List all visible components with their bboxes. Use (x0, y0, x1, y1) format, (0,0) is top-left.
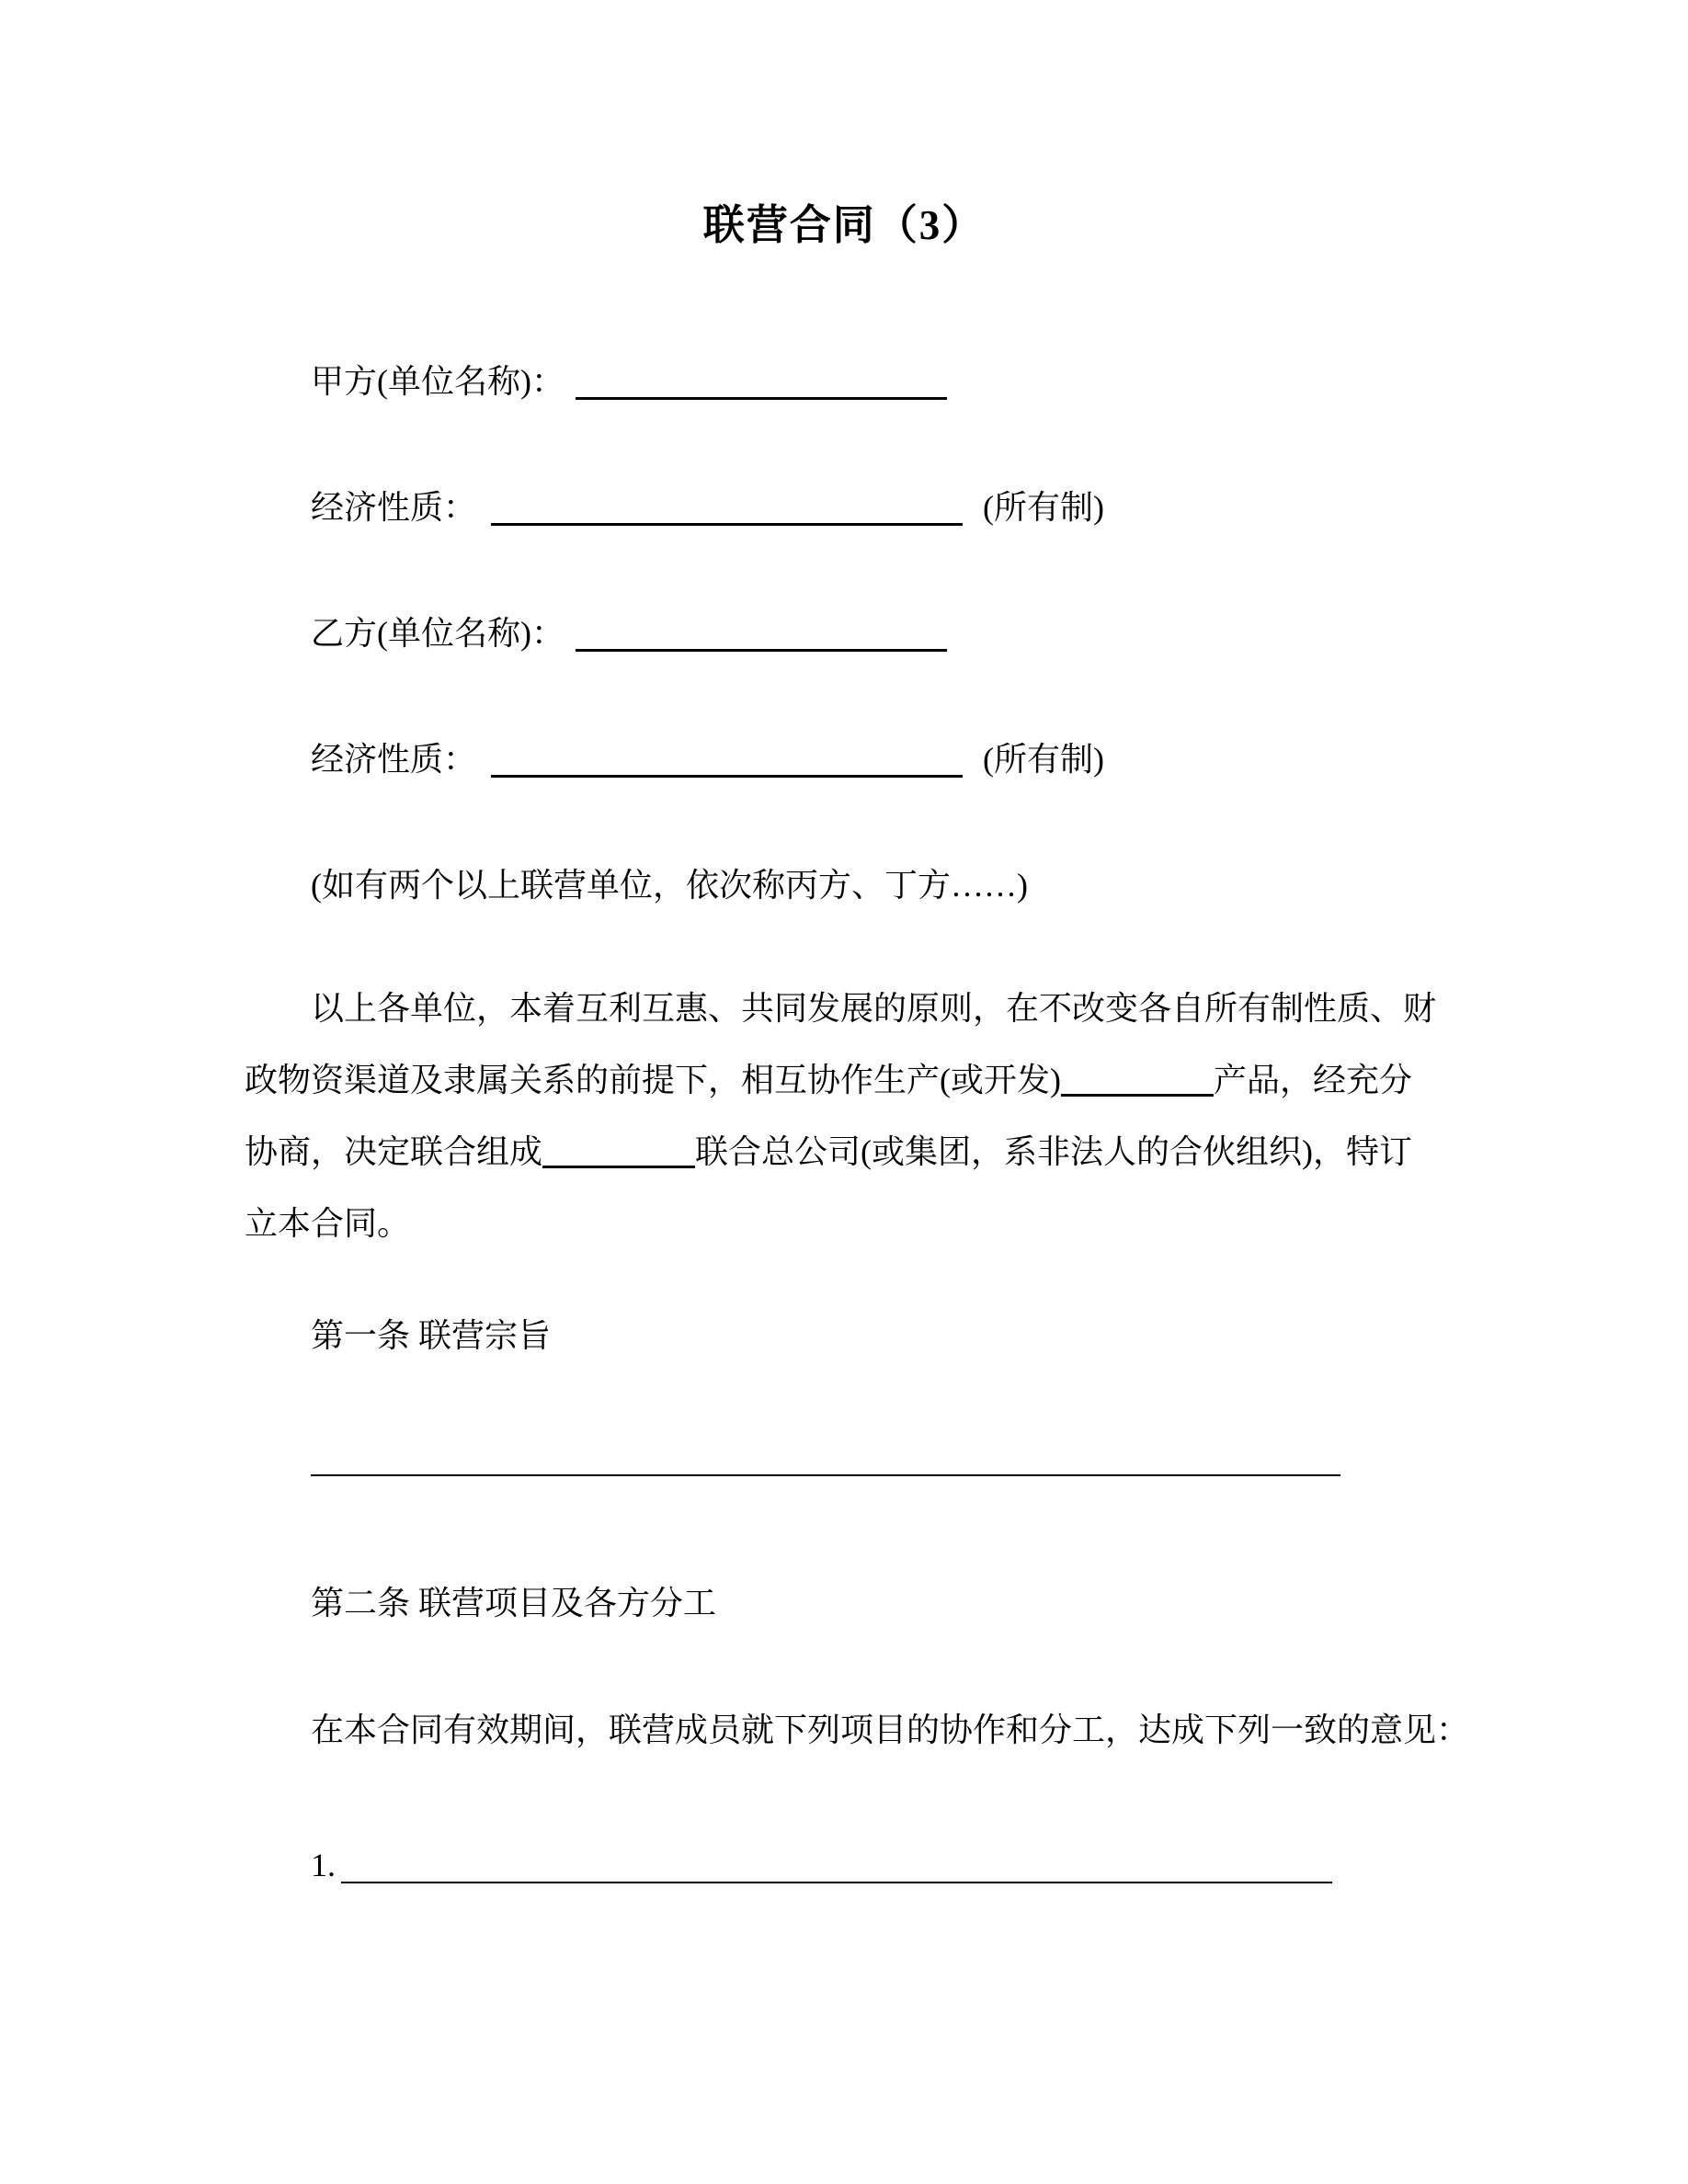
party-b-economic-nature-blank[interactable] (491, 738, 963, 778)
article-1-heading: 第一条 联营宗旨 (311, 1317, 552, 1354)
preamble-line-3-text-after: 联合总公司(或集团，系非法人的合伙组织)，特订 (695, 1133, 1412, 1170)
multi-party-note: (如有两个以上联营单位，依次称丙方、丁方……) (311, 867, 1028, 904)
field-label: 经济性质： (311, 741, 477, 778)
preamble-line-2-text-after: 产品，经充分 (1213, 1062, 1412, 1098)
article-2-heading: 第二条 联营项目及各方分工 (311, 1585, 717, 1621)
article-2-intro: 在本合同有效期间，联营成员就下列项目的协作和分工，达成下列一致的意见： (311, 1712, 1470, 1748)
field-party-a-economic-nature (245, 484, 1443, 530)
party-a-economic-nature-blank[interactable] (491, 486, 963, 526)
preamble-line-3 (245, 1116, 1443, 1188)
article-1-content-blank[interactable] (311, 1431, 1340, 1476)
preamble-paragraph (245, 973, 1443, 1259)
field-party-b-name (245, 610, 1443, 656)
company-name-blank[interactable] (542, 1132, 695, 1168)
document-title: 联营合同（3） (702, 202, 986, 248)
preamble-line-4: 立本合同。 (245, 1205, 411, 1242)
party-b-name-blank[interactable] (576, 612, 947, 652)
item-1-content-blank[interactable] (341, 1845, 1332, 1883)
item-1 (245, 1842, 1443, 1888)
item-1-number: 1. (311, 1847, 336, 1883)
preamble-line-2-text-before: 政物资渠道及隶属关系的前提下，相互协作生产(或开发) (245, 1062, 1061, 1098)
product-name-blank[interactable] (1061, 1061, 1214, 1097)
party-a-name-blank[interactable] (576, 360, 947, 400)
preamble-line-3-text-before: 协商，决定联合组成 (245, 1133, 543, 1170)
field-party-b-economic-nature (245, 736, 1443, 782)
ownership-suffix: (所有制) (983, 489, 1104, 526)
field-party-a-name (245, 358, 1443, 404)
preamble-line-2 (245, 1044, 1443, 1116)
field-label: 经济性质： (311, 489, 477, 526)
field-label: 甲方(单位名称)： (311, 363, 565, 400)
field-label: 乙方(单位名称)： (311, 615, 565, 652)
ownership-suffix: (所有制) (983, 741, 1104, 778)
preamble-line-1: 以上各单位，本着互利互惠、共同发展的原则，在不改变各自所有制性质、财 (311, 990, 1437, 1027)
